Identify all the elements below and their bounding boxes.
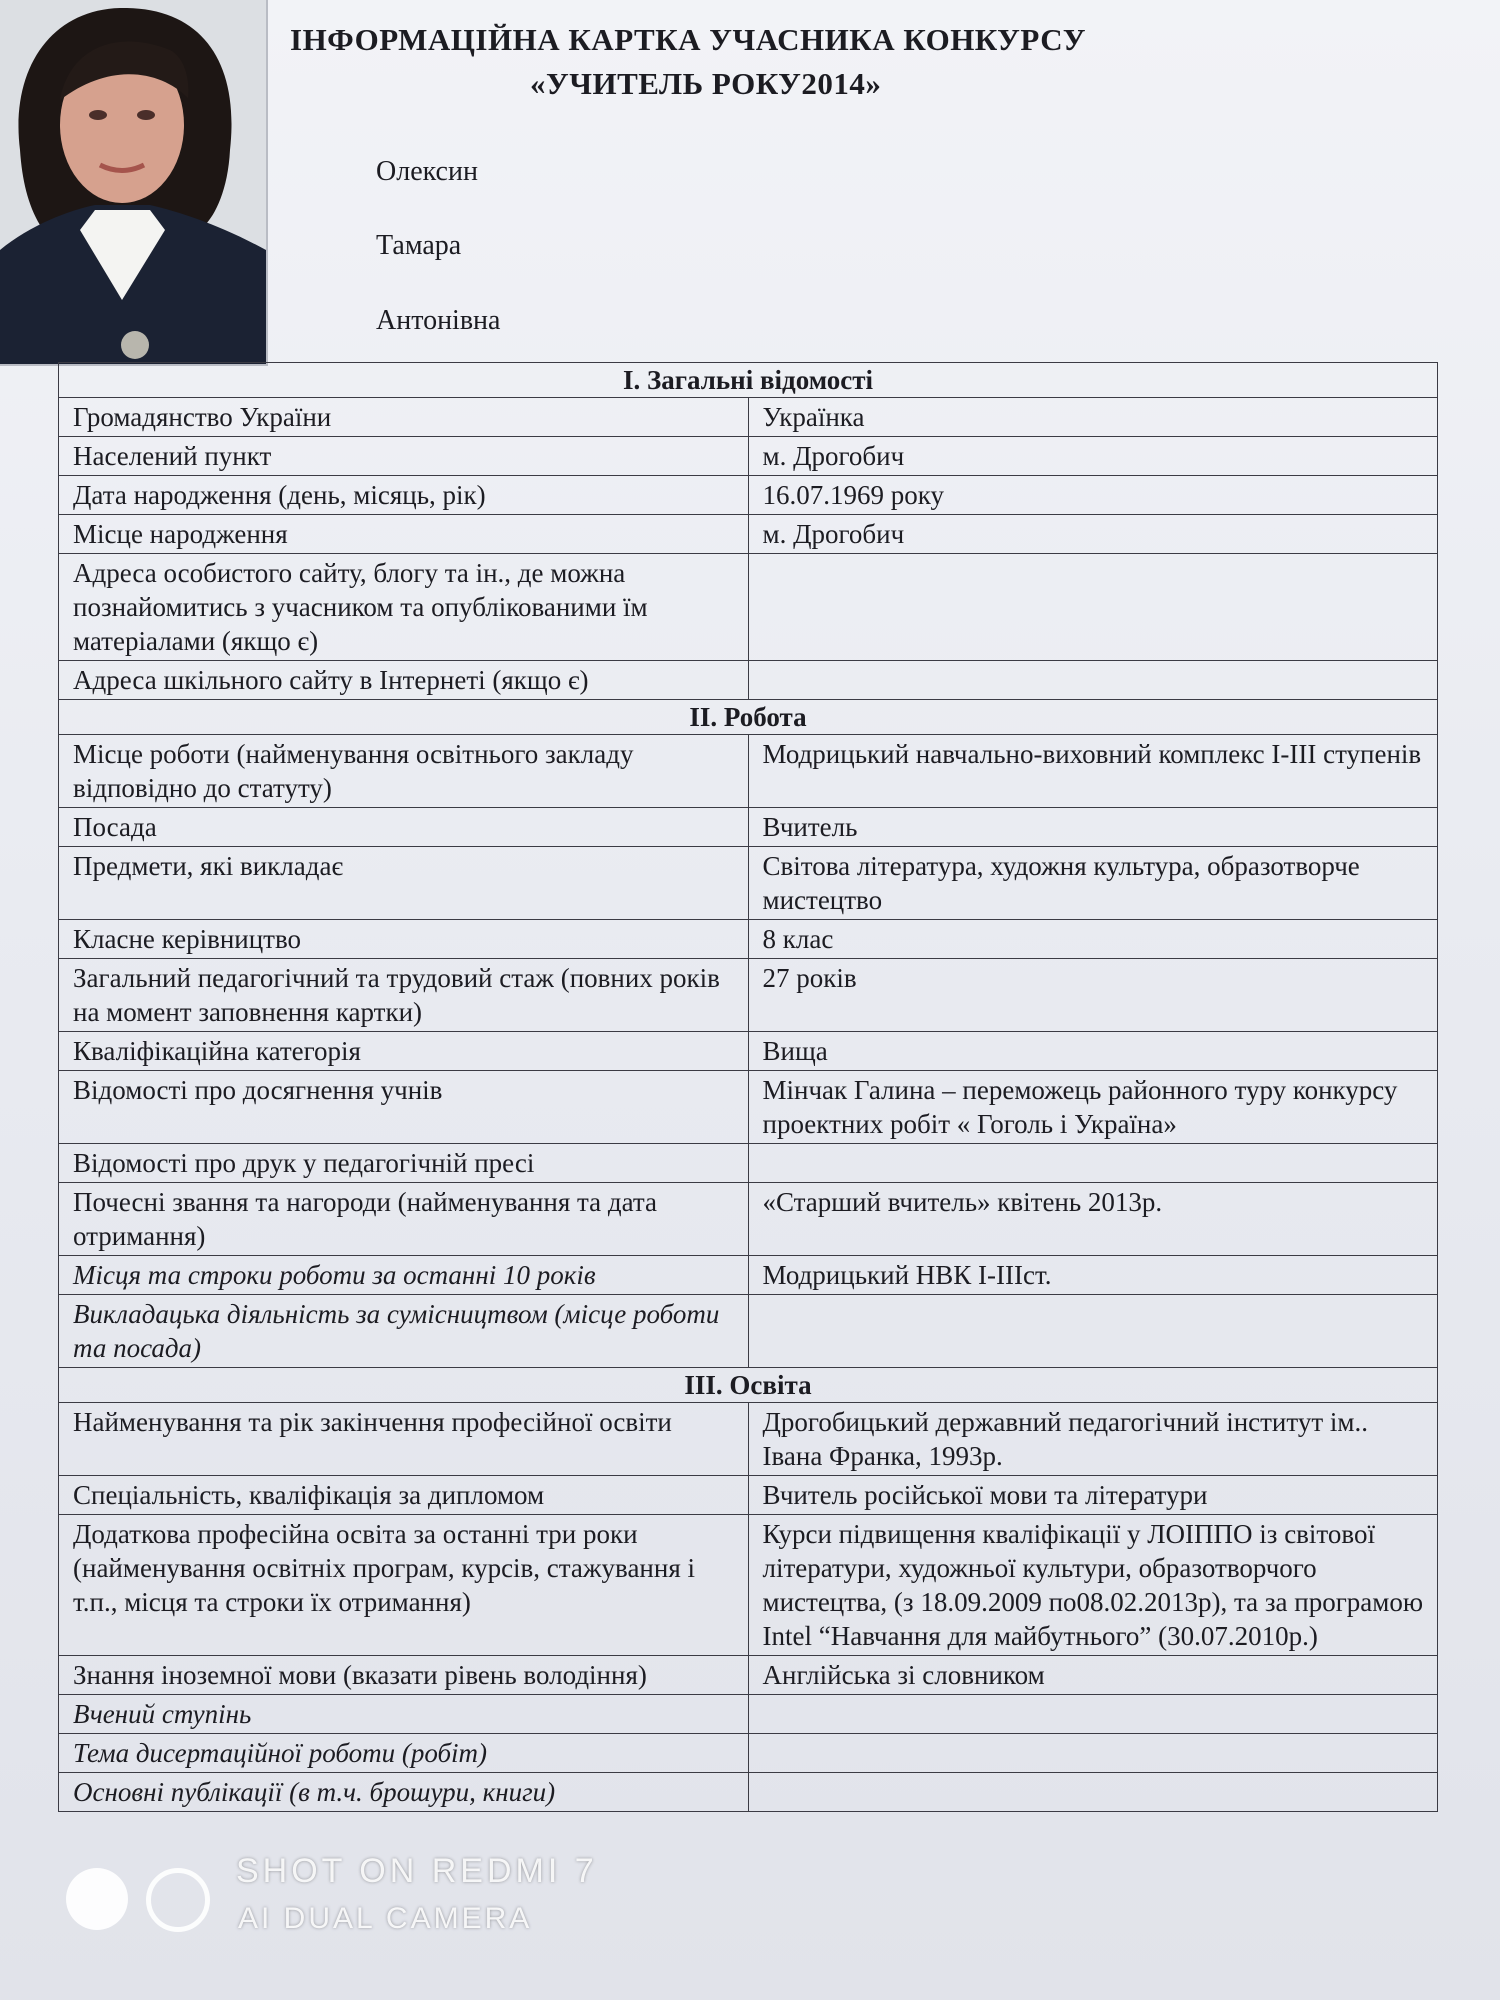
- table-row: [59, 1773, 1438, 1812]
- table-row: [59, 1403, 1438, 1476]
- row-label: Найменування та рік закінчення професійної освіти: [59, 1403, 749, 1476]
- row-value: [748, 1734, 1438, 1773]
- row-label: Посада: [59, 808, 749, 847]
- section-title: ІІ. Робота: [59, 700, 1438, 735]
- row-value: Курси підвищення кваліфікації у ЛОІППО із світової літератури, художньої культури, образотворчого мистецтва, (з 18.09.2009 по08.02.2013р), та за програмою Intel “Навчання для майбутнього” (30.07.2010р.): [748, 1515, 1438, 1656]
- table-row: [59, 661, 1438, 700]
- row-label: Адреса шкільного сайту в Інтернеті (якщо є): [59, 661, 749, 700]
- table-row: [59, 847, 1438, 920]
- row-label: Дата народження (день, місяць, рік): [59, 476, 749, 515]
- table-row: [59, 1734, 1438, 1773]
- patronymic: Антонівна: [376, 305, 501, 336]
- watermark-dot-icon: [66, 1868, 128, 1930]
- first-name: Тамара: [376, 230, 462, 261]
- row-value: [748, 1295, 1438, 1368]
- row-value: [748, 1695, 1438, 1734]
- row-value: «Старший вчитель» квітень 2013р.: [748, 1183, 1438, 1256]
- table-row: [59, 1515, 1438, 1656]
- row-label: Відомості про досягнення учнів: [59, 1071, 749, 1144]
- row-label: Класне керівництво: [59, 920, 749, 959]
- row-label: Вчений ступінь: [59, 1695, 749, 1734]
- row-value: Світова література, художня культура, образотворче мистецтво: [748, 847, 1438, 920]
- title-line-1: ІНФОРМАЦІЙНА КАРТКА УЧАСНИКА КОНКУРСУ: [290, 22, 1086, 57]
- table-row: [59, 398, 1438, 437]
- table-row: [59, 1071, 1438, 1144]
- row-label: Додаткова професійна освіта за останні три роки (найменування освітніх програм, курсів, стажування і т.п., місця та строки їх отримання): [59, 1515, 749, 1656]
- watermark-ring-icon: [146, 1868, 210, 1932]
- row-label: Тема дисертаційної роботи (робіт): [59, 1734, 749, 1773]
- row-label: Місце народження: [59, 515, 749, 554]
- watermark-line-1: SHOT ON REDMI 7: [236, 1852, 598, 1890]
- row-label: Адреса особистого сайту, блогу та ін., де можна познайомитись з учасником та опублікованими їм матеріалами (якщо є): [59, 554, 749, 661]
- row-value: Вчитель: [748, 808, 1438, 847]
- row-label: Спеціальність, кваліфікація за дипломом: [59, 1476, 749, 1515]
- section-title: І. Загальні відомості: [59, 363, 1438, 398]
- table-row: [59, 1656, 1438, 1695]
- row-value: Модрицький НВК І-ІІІст.: [748, 1256, 1438, 1295]
- table-row: [59, 437, 1438, 476]
- row-value: 8 клас: [748, 920, 1438, 959]
- table-row: [59, 1032, 1438, 1071]
- section-header-row: [59, 700, 1438, 735]
- table-row: [59, 554, 1438, 661]
- row-label: Знання іноземної мови (вказати рівень володіння): [59, 1656, 749, 1695]
- row-label: Викладацька діяльність за сумісництвом (місце роботи та посада): [59, 1295, 749, 1368]
- table-row: [59, 1256, 1438, 1295]
- row-value: [748, 661, 1438, 700]
- table-row: [59, 1183, 1438, 1256]
- table-row: [59, 808, 1438, 847]
- surname: Олексин: [376, 156, 478, 187]
- row-label: Кваліфікаційна категорія: [59, 1032, 749, 1071]
- row-value: Модрицький навчально-виховний комплекс І-ІІІ ступенів: [748, 735, 1438, 808]
- portrait-image: [0, 0, 266, 364]
- watermark-line-2: AI DUAL CAMERA: [238, 1902, 533, 1935]
- row-value: [748, 1144, 1438, 1183]
- row-label: Місця та строки роботи за останні 10 років: [59, 1256, 749, 1295]
- row-value: Українка: [748, 398, 1438, 437]
- row-value: Вища: [748, 1032, 1438, 1071]
- table-row: [59, 920, 1438, 959]
- row-value: Вчитель російської мови та літератури: [748, 1476, 1438, 1515]
- table-row: [59, 476, 1438, 515]
- section-header-row: [59, 1368, 1438, 1403]
- row-value: Мінчак Галина – переможець районного туру конкурсу проектних робіт « Гоголь і Україна»: [748, 1071, 1438, 1144]
- row-label: Відомості про друк у педагогічній пресі: [59, 1144, 749, 1183]
- row-value: 27 років: [748, 959, 1438, 1032]
- row-value: м. Дрогобич: [748, 515, 1438, 554]
- row-label: Громадянство України: [59, 398, 749, 437]
- table-row: [59, 1144, 1438, 1183]
- row-label: Почесні звання та нагороди (найменування та дата отримання): [59, 1183, 749, 1256]
- table-row: [59, 1295, 1438, 1368]
- table-row: [59, 735, 1438, 808]
- section-title: ІІІ. Освіта: [59, 1368, 1438, 1403]
- row-value: 16.07.1969 року: [748, 476, 1438, 515]
- row-value: [748, 1773, 1438, 1812]
- document-title: [290, 18, 1190, 106]
- section-header-row: [59, 363, 1438, 398]
- table-row: [59, 1695, 1438, 1734]
- row-value: [748, 554, 1438, 661]
- row-value: Дрогобицький державний педагогічний інститут ім.. Івана Франка, 1993р.: [748, 1403, 1438, 1476]
- row-label: Населений пункт: [59, 437, 749, 476]
- camera-watermark: [66, 1852, 686, 1962]
- portrait-photo: [0, 0, 268, 366]
- info-card-table: [58, 362, 1438, 1812]
- row-label: Загальний педагогічний та трудовий стаж (повних років на момент заповнення картки): [59, 959, 749, 1032]
- row-value: м. Дрогобич: [748, 437, 1438, 476]
- row-value: Англійська зі словником: [748, 1656, 1438, 1695]
- title-line-2: «УЧИТЕЛЬ РОКУ2014»: [530, 66, 882, 101]
- row-label: Предмети, які викладає: [59, 847, 749, 920]
- table-row: [59, 515, 1438, 554]
- row-label: Місце роботи (найменування освітнього закладу відповідно до статуту): [59, 735, 749, 808]
- row-label: Основні публікації (в т.ч. брошури, книги): [59, 1773, 749, 1812]
- table-row: [59, 1476, 1438, 1515]
- table-row: [59, 959, 1438, 1032]
